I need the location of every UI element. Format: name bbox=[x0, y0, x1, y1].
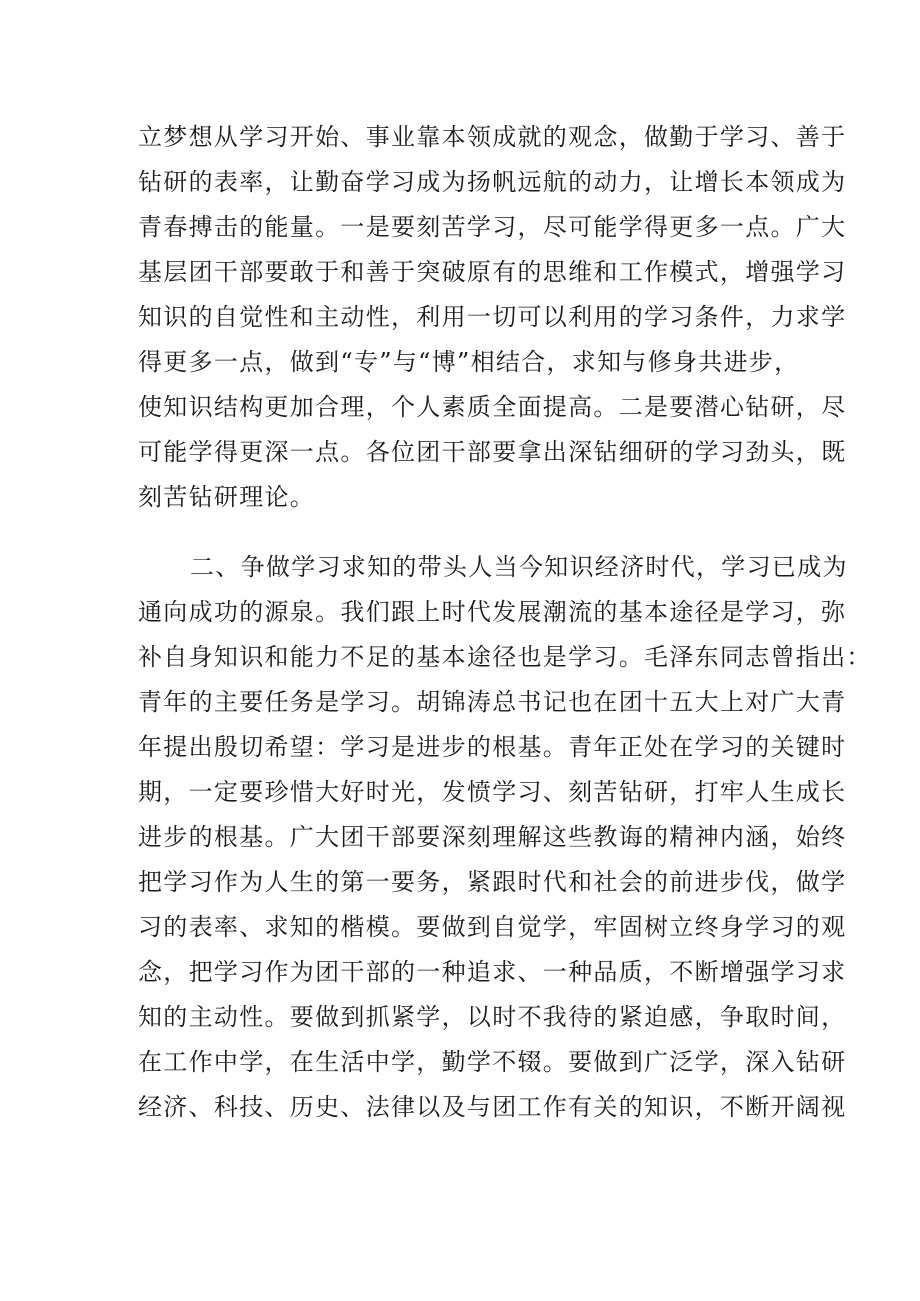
paragraph-line: 把学习作为人生的第一要务，紧跟时代和社会的前进步伐，做学 bbox=[138, 868, 847, 896]
paragraph-2 bbox=[138, 545, 872, 1130]
paragraph-line: 补自身知识和能力不足的基本途径也是学习。毛泽东同志曾指出： bbox=[138, 643, 872, 671]
paragraph-line: 得更多一点，做到“专”与“博”相结合，求知与修身共进步， bbox=[138, 348, 800, 376]
paragraph-line: 期，一定要珍惜大好时光，发愤学习、刻苦钻研，打牢人生成长 bbox=[138, 778, 847, 806]
paragraph-line: 可能学得更深一点。各位团干部要拿出深钻细研的学习劲头，既 bbox=[138, 438, 847, 466]
paragraph-line: 立梦想从学习开始、事业靠本领成就的观念，做勤于学习、善于 bbox=[138, 123, 847, 151]
paragraph-spacer bbox=[138, 520, 798, 545]
paragraph-line: 刻苦钻研理论。 bbox=[138, 483, 316, 511]
paragraph-1 bbox=[138, 115, 847, 520]
paragraph-line: 进步的根基。广大团干部要深刻理解这些教诲的精神内涵，始终 bbox=[138, 823, 847, 851]
paragraph-line: 青春搏击的能量。一是要刻苦学习，尽可能学得更多一点。广大 bbox=[138, 213, 847, 241]
paragraph-line: 念，把学习作为团干部的一种追求、一种品质，不断增强学习求 bbox=[138, 958, 847, 986]
paragraph-line: 青年的主要任务是学习。胡锦涛总书记也在团十五大上对广大青 bbox=[138, 688, 847, 716]
paragraph-line: 知识的自觉性和主动性，利用一切可以利用的学习条件，力求学 bbox=[138, 303, 847, 331]
paragraph-line: 在工作中学，在生活中学，勤学不辍。要做到广泛学，深入钻研 bbox=[138, 1048, 847, 1076]
paragraph-line: 经济、科技、历史、法律以及与团工作有关的知识，不断开阔视 bbox=[138, 1093, 847, 1121]
paragraph-line: 通向成功的源泉。我们跟上时代发展潮流的基本途径是学习，弥 bbox=[138, 598, 847, 626]
paragraph-line: 习的表率、求知的楷模。要做到自觉学，牢固树立终身学习的观 bbox=[138, 913, 847, 941]
document-body bbox=[138, 115, 872, 1130]
paragraph-line: 知的主动性。要做到抓紧学，以时不我待的紧迫感，争取时间， bbox=[138, 1003, 847, 1031]
paragraph-line: 使知识结构更加合理，个人素质全面提高。二是要潜心钻研，尽 bbox=[138, 393, 847, 421]
paragraph-line: 基层团干部要敢于和善于突破原有的思维和工作模式，增强学习 bbox=[138, 258, 847, 286]
paragraph-line: 二、争做学习求知的带头人当今知识经济时代，学习已成为 bbox=[190, 553, 848, 581]
paragraph-line: 年提出殷切希望：学习是进步的根基。青年正处在学习的关键时 bbox=[138, 733, 847, 761]
paragraph-line: 钻研的表率，让勤奋学习成为扬帆远航的动力，让增长本领成为 bbox=[138, 168, 847, 196]
